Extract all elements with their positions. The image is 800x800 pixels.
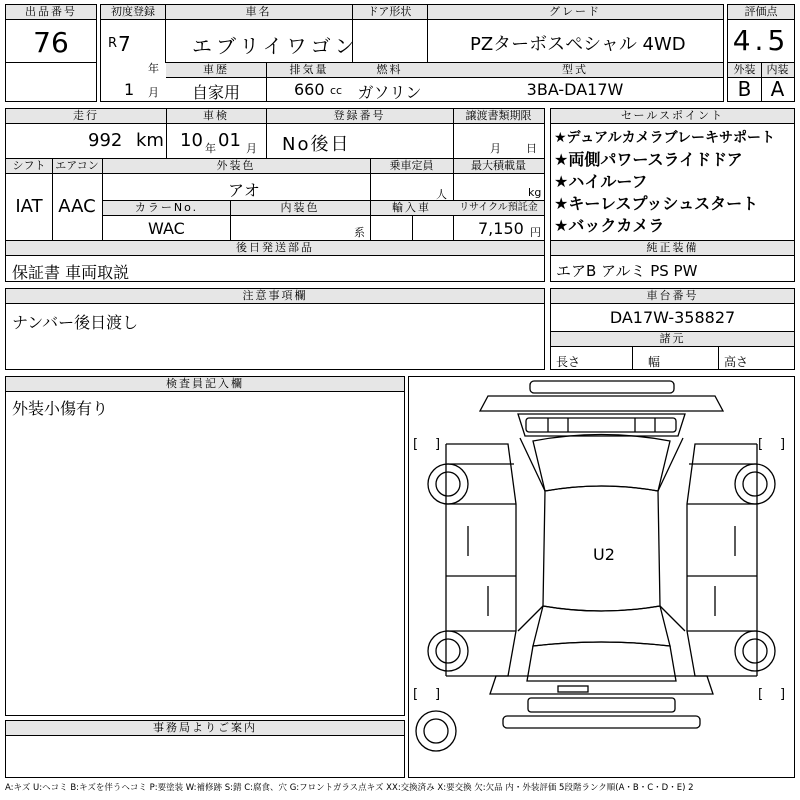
inspection-month-unit: 月	[246, 142, 257, 155]
svg-text:]: ]	[435, 687, 441, 702]
lot-number: 76	[33, 26, 69, 59]
inspector-box	[5, 376, 405, 716]
door-label: ドア形状	[352, 5, 427, 20]
svg-text:[: [	[758, 437, 764, 452]
int-color-unit: 系	[354, 226, 365, 239]
capacity-label: 乗車定員	[370, 159, 453, 174]
first-reg-month: 1	[124, 80, 135, 99]
ext-score-value: B	[737, 77, 752, 101]
ext-score-label: 外装	[728, 63, 761, 78]
sales-item: ★ハイルーフ	[554, 172, 648, 191]
score-label: 評価点	[728, 5, 794, 20]
svg-text:[: [	[758, 687, 764, 702]
inspector-value: 外装小傷有り	[12, 399, 109, 418]
spec-height-label: 高さ	[724, 355, 749, 369]
color-no-value: WAC	[148, 219, 185, 238]
car-diagram	[408, 376, 795, 778]
displacement-value: 660	[294, 80, 325, 99]
later-parts-label: 後日発送部品	[6, 241, 544, 256]
aircon-label: エアコン	[52, 159, 102, 174]
int-score-value: A	[770, 77, 785, 101]
inspection-year-unit: 年	[205, 142, 216, 155]
chassis-value: DA17W-358827	[609, 308, 736, 327]
first-reg-month-unit: 月	[148, 86, 159, 99]
car-name-label: 車名	[165, 5, 352, 20]
max-load-unit: kg	[528, 186, 542, 199]
lot-label: 出品番号	[6, 5, 96, 20]
ext-color-value: アオ	[228, 181, 260, 200]
genuine-label: 純正装備	[551, 241, 794, 256]
transfer-month-unit: 月	[490, 142, 501, 155]
displacement-label: 排気量	[266, 63, 352, 78]
svg-text:[: [	[413, 687, 419, 702]
diagram-mark: U2	[593, 545, 615, 564]
mileage-value: 992	[88, 130, 123, 151]
fuel-value: ガソリン	[357, 83, 422, 102]
genuine-value: エアB アルミ PS PW	[556, 262, 698, 280]
capacity-unit: 人	[436, 188, 447, 201]
int-color-label: 内装色	[230, 201, 370, 216]
score-value: 4.5	[732, 24, 790, 57]
mileage-unit: km	[136, 130, 164, 151]
sales-item: ★バックカメラ	[554, 216, 665, 235]
first-reg-label: 初度登録	[101, 5, 165, 20]
inspector-label: 検査員記入欄	[6, 377, 404, 392]
spec-length-label: 長さ	[556, 355, 581, 369]
svg-text:]: ]	[780, 687, 786, 702]
color-no-label: カラーNo.	[103, 201, 230, 216]
grade-label: グレード	[427, 5, 723, 20]
legend-text: A:キズ U:ヘコミ B:キズを伴うヘコミ P:要塗装 W:補修跡 S:錆 C:腐食、穴 G:フロントガラス点キズ XX:交換済み X:要交換 欠:欠品 内・外装評価 5段階ランク順(A・B・C・D・E) 2	[5, 783, 694, 793]
transfer-day-unit: 日	[526, 142, 537, 155]
shift-label: シフト	[6, 159, 52, 174]
displacement-unit: cc	[330, 84, 343, 97]
notes-value: ナンバー後日渡し	[12, 313, 139, 332]
fuel-label: 燃料	[352, 63, 427, 78]
sales-label: セールスポイント	[551, 109, 794, 124]
model-label: 型式	[427, 63, 723, 78]
sales-item: ★デュアルカメラブレーキサポート	[554, 130, 776, 146]
shift-value: IAT	[15, 196, 43, 217]
spec-width-label: 幅	[648, 355, 661, 369]
int-score-label: 内装	[761, 63, 794, 78]
inspection-year: 10	[180, 130, 203, 151]
transfer-label: 譲渡書類期限	[453, 109, 544, 124]
max-load-label: 最大積載量	[453, 159, 544, 174]
first-reg-era: R	[108, 36, 118, 51]
svg-text:]: ]	[435, 437, 441, 452]
later-parts-value: 保証書 車両取説	[12, 263, 130, 282]
sales-item: ★キーレスプッシュスタート	[554, 194, 759, 213]
import-label: 輸入車	[370, 201, 453, 216]
ext-color-label: 外装色	[102, 159, 370, 174]
sales-item: ★両側パワースライドドア	[554, 150, 743, 169]
recycle-value: 7,150	[478, 219, 524, 238]
aircon-value: AAC	[58, 196, 96, 217]
recycle-unit: 円	[530, 226, 541, 239]
car-name-value: エブリイワゴン	[192, 34, 359, 58]
svg-text:[: [	[413, 437, 419, 452]
mileage-label: 走行	[6, 109, 166, 124]
history-label: 車歴	[166, 63, 266, 78]
specs-label: 諸元	[551, 332, 794, 347]
reg-no-value: No後日	[282, 134, 351, 155]
grade-value: PZターボスペシャル 4WD	[470, 34, 686, 55]
model-value: 3BA-DA17W	[526, 80, 624, 99]
svg-text:]: ]	[780, 437, 786, 452]
first-reg-year: 7	[118, 32, 131, 56]
reg-no-label: 登録番号	[266, 109, 453, 124]
first-reg-year-unit: 年	[148, 62, 159, 75]
recycle-label: リサイクル預託金	[453, 201, 544, 216]
office-label: 事務局よりご案内	[6, 721, 404, 736]
history-value: 自家用	[191, 83, 240, 102]
notes-label: 注意事項欄	[6, 289, 544, 304]
chassis-label: 車台番号	[551, 289, 794, 304]
inspection-label: 車検	[166, 109, 266, 124]
inspection-month: 01	[218, 130, 241, 151]
